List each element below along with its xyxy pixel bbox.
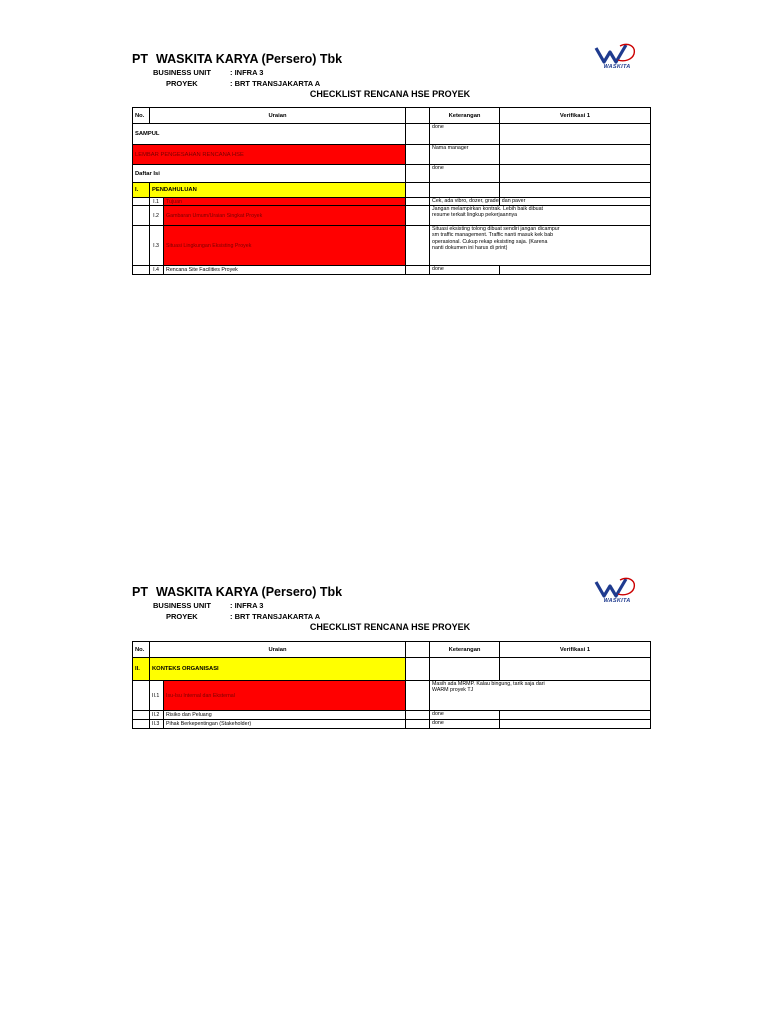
row-verifikasi bbox=[500, 183, 651, 198]
row-sub-no: I.2 bbox=[150, 206, 164, 226]
header-uraian: Uraian bbox=[150, 108, 406, 124]
row-verifikasi bbox=[500, 145, 651, 165]
business-unit-value: : INFRA 3 bbox=[230, 68, 264, 77]
header-blank bbox=[406, 108, 430, 124]
row-uraian: SAMPUL bbox=[133, 124, 406, 145]
row-blank bbox=[406, 711, 430, 720]
row-blank bbox=[406, 658, 430, 681]
table-row bbox=[133, 226, 651, 266]
company-title: WASKITA KARYA (Persero) Tbk bbox=[155, 52, 343, 66]
row-sub-no: II.3 bbox=[150, 720, 164, 729]
row-blank bbox=[406, 266, 430, 275]
row-blank bbox=[406, 681, 430, 711]
row-verifikasi bbox=[500, 720, 651, 729]
row-sub-no: I.3 bbox=[150, 226, 164, 266]
row-uraian: KONTEKS ORGANISASI bbox=[150, 658, 406, 681]
table-row bbox=[133, 198, 651, 206]
table-row bbox=[133, 145, 651, 165]
row-uraian: Risiko dan Peluang bbox=[164, 711, 406, 720]
table-row bbox=[133, 183, 651, 198]
row-sub-no: II.2 bbox=[150, 711, 164, 720]
row-no bbox=[133, 198, 150, 206]
row-blank bbox=[406, 183, 430, 198]
proyek-value: : BRT TRANSJAKARTA A bbox=[230, 612, 321, 621]
row-verifikasi bbox=[500, 266, 651, 275]
logo-mark-icon bbox=[590, 576, 644, 600]
row-blank bbox=[406, 198, 430, 206]
row-keterangan: Masih ada MRMP. Kalau bingung, tarik saja dari WARM proyek TJ bbox=[430, 681, 651, 711]
row-keterangan: done bbox=[430, 124, 500, 145]
company-prefix: PT bbox=[132, 585, 148, 599]
row-keterangan: Jangan melampirkan kontrak. Lebih baik dibuat resume terkait lingkup pekerjaannya bbox=[430, 206, 651, 226]
row-keterangan: done bbox=[430, 266, 500, 275]
row-sub-no: I.4 bbox=[150, 266, 164, 275]
row-no bbox=[133, 720, 150, 729]
row-keterangan: done bbox=[430, 165, 500, 183]
row-uraian: Tujuan bbox=[164, 198, 406, 206]
row-uraian: Isu-Isu Internal dan Eksternal bbox=[164, 681, 406, 711]
row-keterangan: Situasi eksisting tolong dibuat sendiri jangan dicampur sm traffic management. Traffic nanti masuk kek bab operasional. Cukup rekap eksisting saja. (Karena nanti dokumen ini harus di print) bbox=[430, 226, 651, 266]
row-uraian: Rencana Site Facilities Proyek bbox=[164, 266, 406, 275]
row-no: II. bbox=[133, 658, 150, 681]
row-no: I. bbox=[133, 183, 150, 198]
row-no bbox=[133, 711, 150, 720]
row-uraian: Daftar Isi bbox=[133, 165, 406, 183]
waskita-logo bbox=[590, 42, 644, 74]
logo-text: WASKITA bbox=[603, 64, 631, 70]
row-keterangan: Cek, ada vibro, dozer, grader dan paver bbox=[430, 198, 500, 206]
row-verifikasi bbox=[500, 658, 651, 681]
table-row bbox=[133, 720, 651, 729]
header-keterangan: Keterangan bbox=[430, 108, 500, 124]
header-verifikasi: Verifikasi 1 bbox=[500, 642, 651, 658]
logo-mark-icon bbox=[590, 42, 644, 66]
table-row bbox=[133, 681, 651, 711]
table-row bbox=[133, 658, 651, 681]
checklist-table bbox=[132, 107, 651, 275]
row-keterangan: done bbox=[430, 720, 500, 729]
checklist-table bbox=[132, 641, 651, 729]
row-no bbox=[133, 681, 150, 711]
header-verifikasi: Verifikasi 1 bbox=[500, 108, 651, 124]
row-uraian: Pihak Berkepentingan (Stakeholder) bbox=[164, 720, 406, 729]
header-keterangan: Keterangan bbox=[430, 642, 500, 658]
row-sub-no: II.1 bbox=[150, 681, 164, 711]
row-uraian: Gambaran Umum/Uraian Singkat Proyek bbox=[164, 206, 406, 226]
company-prefix: PT bbox=[132, 52, 148, 66]
table-row bbox=[133, 711, 651, 720]
business-unit-label: BUSINESS UNIT bbox=[153, 68, 211, 77]
row-keterangan bbox=[430, 658, 500, 681]
waskita-logo bbox=[590, 576, 644, 608]
proyek-label: PROYEK bbox=[166, 79, 198, 88]
row-blank bbox=[406, 145, 430, 165]
table-header-row bbox=[133, 642, 651, 658]
row-keterangan: Nama manager bbox=[430, 145, 500, 165]
proyek-label: PROYEK bbox=[166, 612, 198, 621]
row-keterangan: done bbox=[430, 711, 500, 720]
row-blank bbox=[406, 206, 430, 226]
company-name bbox=[132, 52, 342, 66]
row-uraian: Situasi Lingkungan Eksisting Proyek bbox=[164, 226, 406, 266]
business-unit-value: : INFRA 3 bbox=[230, 601, 264, 610]
business-unit-label: BUSINESS UNIT bbox=[153, 601, 211, 610]
header-no: No. bbox=[133, 108, 150, 124]
row-no bbox=[133, 266, 150, 275]
checklist-title: CHECKLIST RENCANA HSE PROYEK bbox=[309, 622, 471, 632]
table-row bbox=[133, 206, 651, 226]
row-no bbox=[133, 206, 150, 226]
row-uraian: PENDAHULUAN bbox=[150, 183, 406, 198]
row-uraian: LEMBAR PENGESAHAN RENCANA HSE bbox=[133, 145, 406, 165]
header-blank bbox=[406, 642, 430, 658]
row-blank bbox=[406, 124, 430, 145]
table-row bbox=[133, 165, 651, 183]
row-blank bbox=[406, 226, 430, 266]
company-name bbox=[132, 585, 342, 599]
table-row bbox=[133, 266, 651, 275]
row-verifikasi bbox=[500, 711, 651, 720]
logo-text: WASKITA bbox=[603, 598, 631, 604]
row-verifikasi bbox=[500, 124, 651, 145]
row-blank bbox=[406, 720, 430, 729]
header-no: No. bbox=[133, 642, 150, 658]
row-keterangan bbox=[430, 183, 500, 198]
header-uraian: Uraian bbox=[150, 642, 406, 658]
checklist-title: CHECKLIST RENCANA HSE PROYEK bbox=[309, 89, 471, 99]
row-verifikasi bbox=[500, 165, 651, 183]
proyek-value: : BRT TRANSJAKARTA A bbox=[230, 79, 321, 88]
row-blank bbox=[406, 165, 430, 183]
row-sub-no: I.1 bbox=[150, 198, 164, 206]
table-row bbox=[133, 124, 651, 145]
company-title: WASKITA KARYA (Persero) Tbk bbox=[155, 585, 343, 599]
row-no bbox=[133, 226, 150, 266]
table-header-row bbox=[133, 108, 651, 124]
